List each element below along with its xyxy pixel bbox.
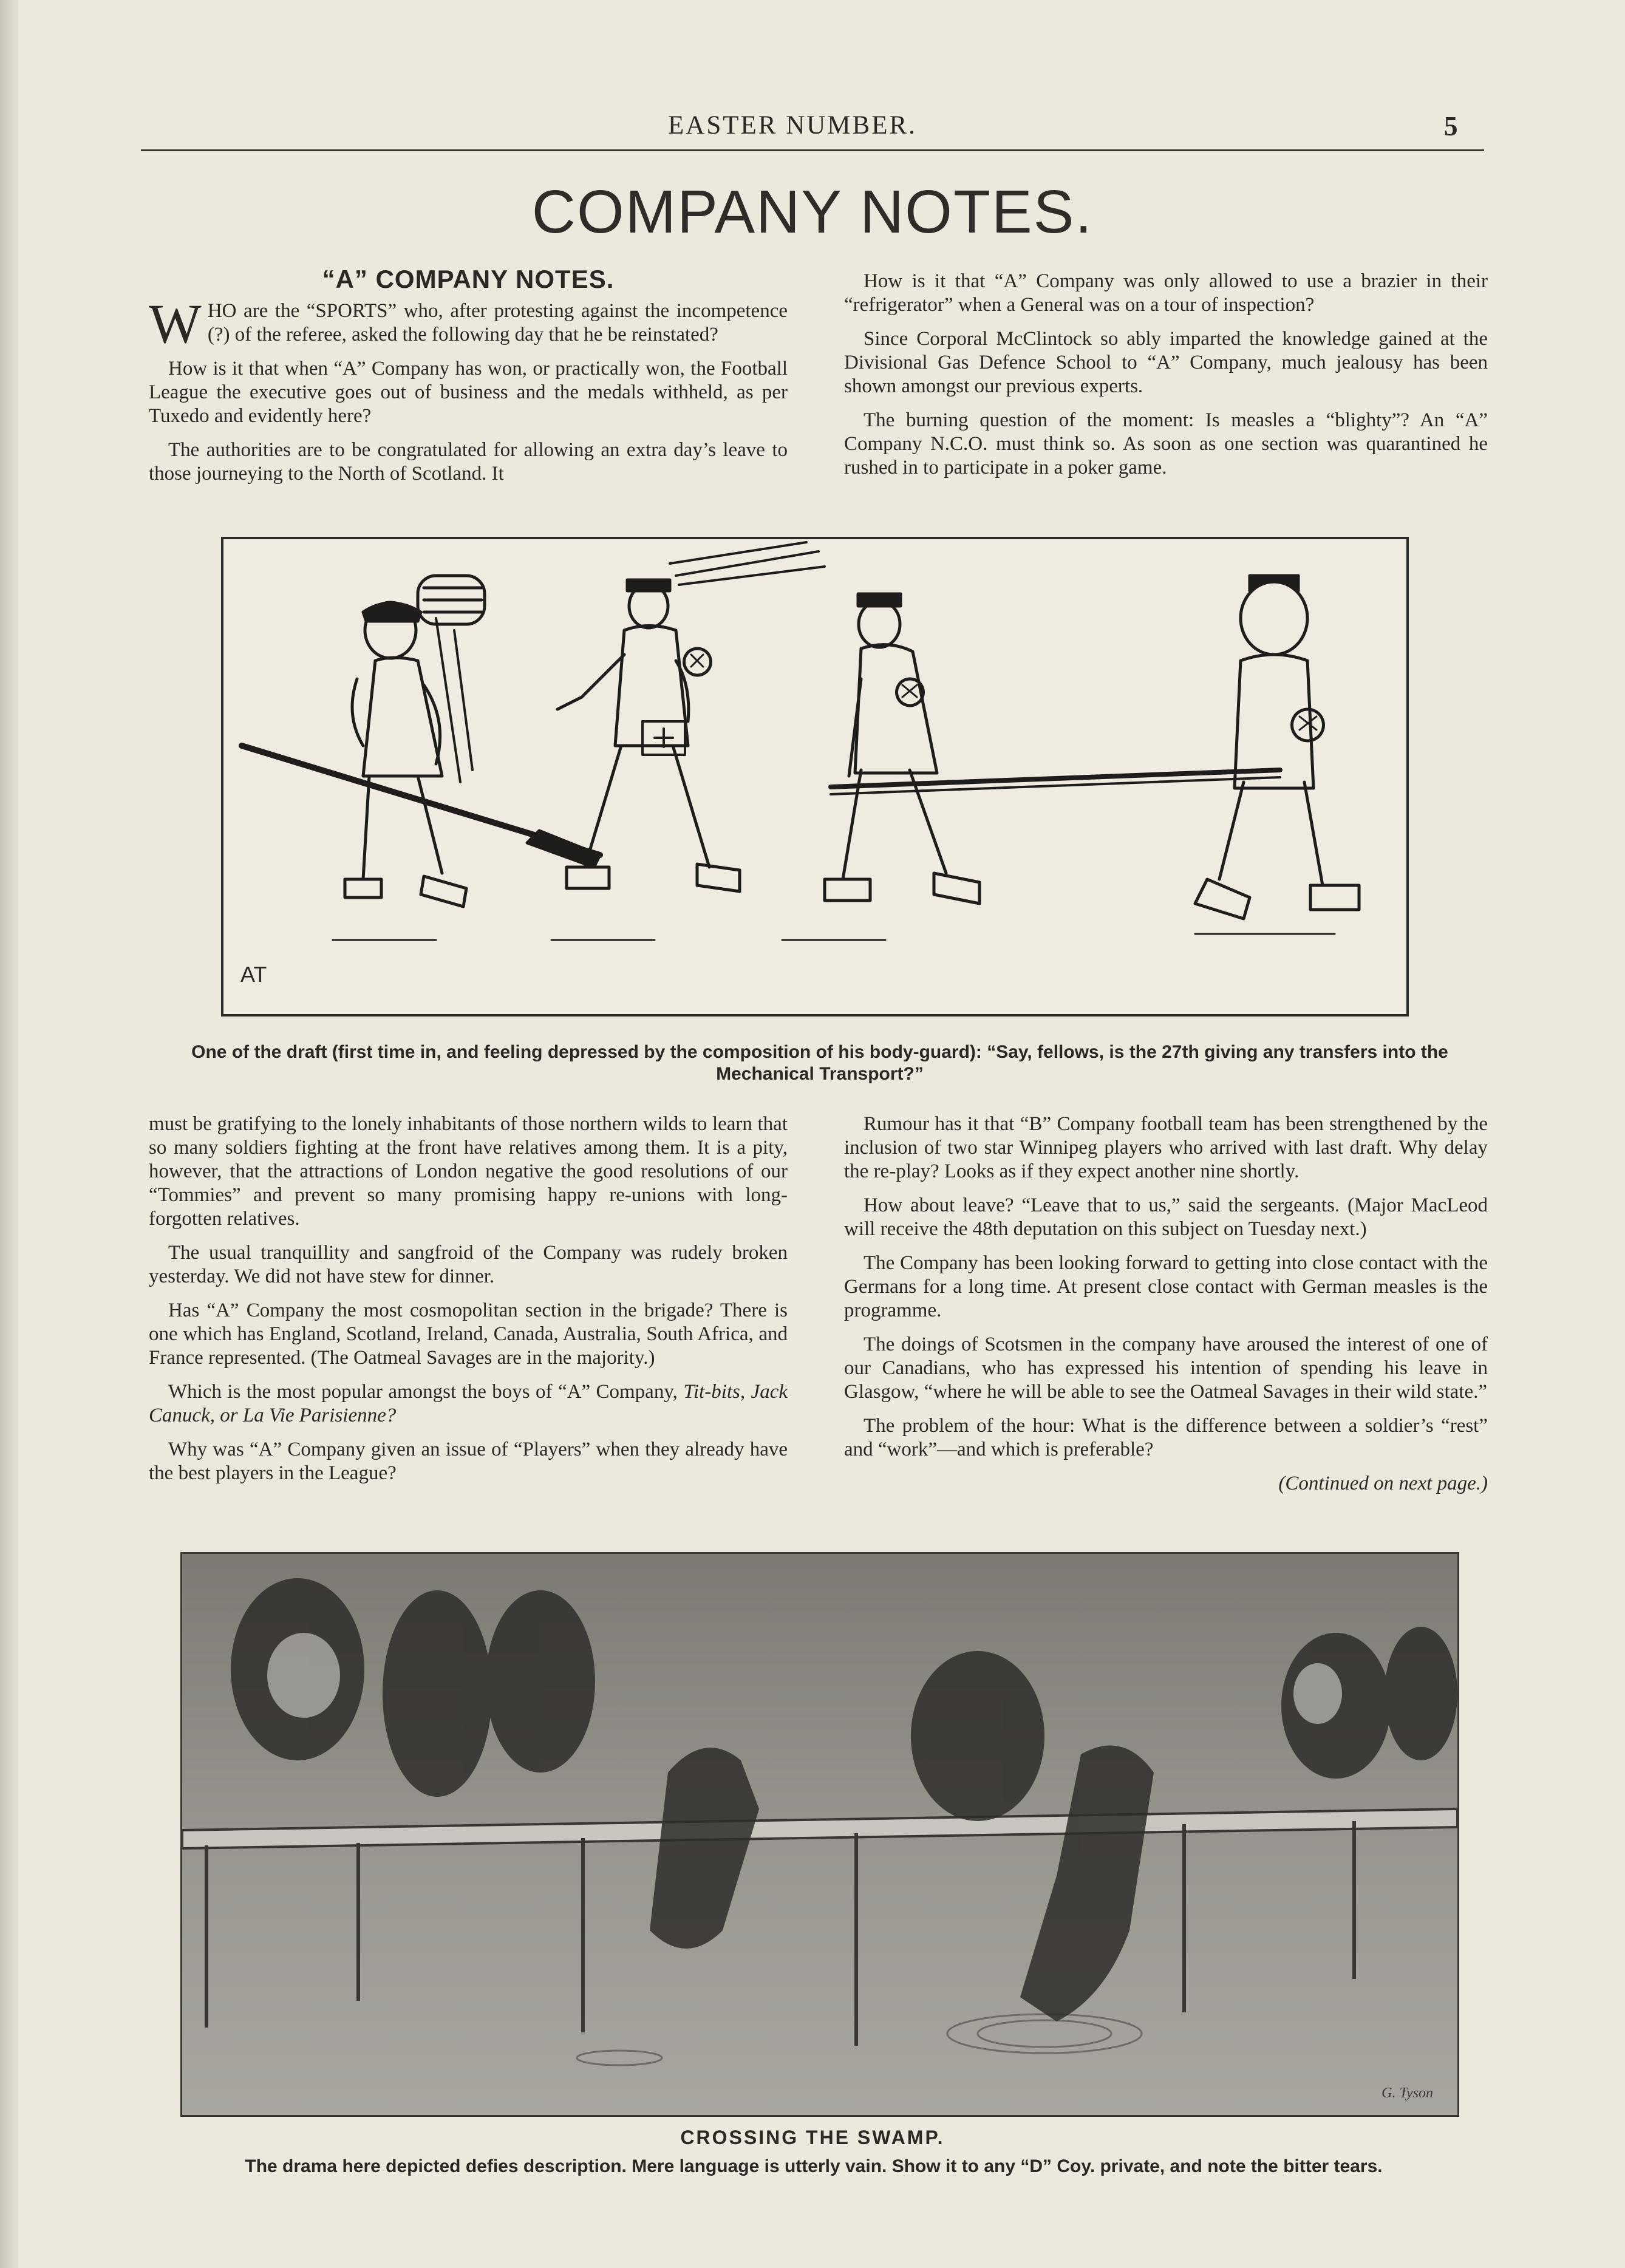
paragraph: The authorities are to be congratulated for allowing an extra day’s leave to those journeying to the North of Scotland. It — [149, 439, 788, 485]
paragraph: The doings of Scotsmen in the company have aroused the interest of one of our Canadians, who has expressed his intention of spending his leave in Glasgow, “where he will be able to see the Oatmeal Savages in their wild state.” — [844, 1333, 1488, 1403]
paragraph: How is it that “A” Company was only allowed to use a brazier in their “refrigerator” when a General was on a tour of inspection? — [844, 270, 1488, 316]
paragraph: The Company has been looking forward to getting into close contact with the Germans for a long time. At present close contact with German measles is the programme. — [844, 1252, 1488, 1321]
cartoon-title: CROSSING THE SWAMP. — [680, 2127, 945, 2148]
paragraph: How is it that when “A” Company has won, or practically won, the Football League the executive goes out of business and the medals withheld, as per Tuxedo and evidently here? — [149, 358, 788, 427]
swamp-illustration — [182, 1554, 1457, 2115]
paragraph: Why was “A” Company given an issue of “Players” when they already have the best players in the League? — [149, 1439, 788, 1484]
column-left-top — [149, 267, 788, 496]
cartoon-stretcher-bearers — [221, 537, 1409, 1017]
stretcher-illustration — [223, 539, 1406, 1014]
paragraph: Has “A” Company the most cosmopolitan section in the brigade? There is one which has England, Scotland, Ireland, Canada, Australia, South Africa, and France represented. (The Oatmeal Savages are in the majority.) — [149, 1299, 788, 1369]
page-binding-edge — [0, 0, 18, 2268]
page-number: 5 — [1444, 111, 1458, 141]
cartoon-crossing-the-swamp — [180, 1552, 1459, 2117]
paragraph: Since Corporal McClintock so ably imparted the knowledge gained at the Divisional Gas Defence School to “A” Company, much jealousy has been shown amongst our previous experts. — [844, 328, 1488, 397]
cartoon-caption: One of the draft (first time in, and feeling depressed by the composition of his body-guard): “Say, fellows, is the 27th giving any transfers into the Mechanical Transport?” — [191, 1042, 1448, 1084]
column-left-bottom — [149, 1112, 788, 1496]
magazine-titles: Tit-bits, Jack Canuck, or La Vie Parisienne? — [149, 1381, 788, 1426]
column-right-bottom — [844, 1112, 1488, 1506]
paragraph: The burning question of the moment: Is measles a “blighty”? An “A” Company N.C.O. must think so. As soon as one section was quarantined he rushed in to participate in a poker game. — [844, 409, 1488, 478]
page-title: COMPANY NOTES. — [531, 178, 1094, 246]
paragraph: must be gratifying to the lonely inhabitants of those northern wilds to learn that so many soldiers fighting at the front have relatives among them. It is a pity, however, that the attractions of London negative the good resolutions of our “Tommies” and prevent so many promising happy re-unions with long-forgotten relatives. — [149, 1113, 788, 1230]
drop-cap: W — [149, 293, 202, 355]
paragraph: WHO are the “SPORTS” who, after protesting against the incompetence (?) of the referee, asked the following day that he be reinstated? — [149, 293, 788, 355]
column-right-top — [844, 270, 1488, 490]
paragraph: The usual tranquillity and sangfroid of the Company was rudely broken yesterday. We did not have stew for dinner. — [149, 1242, 788, 1287]
cartoon-signature: AT — [240, 962, 267, 987]
paragraph: How about leave? “Leave that to us,” said the sergeants. (Major MacLeod will receive the 48th deputation on this subject on Tuesday next.) — [844, 1194, 1488, 1240]
cartoon-signature: G. Tyson — [1381, 2085, 1433, 2101]
paragraph: Which is the most popular amongst the boys of “A” Company, Tit-bits, Jack Canuck, or La Vie Parisienne? — [149, 1381, 788, 1426]
cartoon-caption: The drama here depicted defies description. Mere language is utterly vain. Show it to any “D” Coy. private, and note the bitter tears. — [245, 2156, 1383, 2176]
running-header: EASTER NUMBER. — [668, 111, 917, 140]
paragraph: The problem of the hour: What is the difference between a soldier’s “rest” and “work”—and which is preferable? — [844, 1415, 1488, 1460]
paragraph: Rumour has it that “B” Company football team has been strengthened by the inclusion of two star Winnipeg players who arrived with last draft. Why delay the re-play? Looks as if they expect another nine shortly. — [844, 1113, 1488, 1182]
continued-note: (Continued on next page.) — [1278, 1473, 1488, 1494]
header-rule — [141, 149, 1484, 151]
section-heading: “A” COMPANY NOTES. — [322, 265, 615, 293]
